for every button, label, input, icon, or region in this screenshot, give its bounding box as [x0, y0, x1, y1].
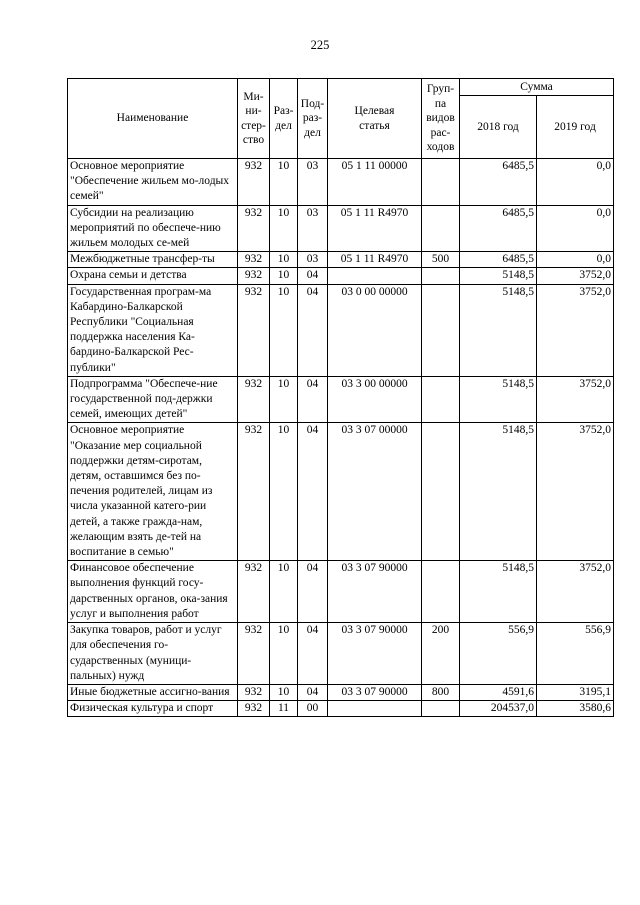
row-article: 03 3 07 90000: [328, 623, 422, 685]
row-ministry: 932: [238, 376, 270, 423]
row-ministry: 932: [238, 623, 270, 685]
header-ministry: Ми- ни- стер- ство: [238, 79, 270, 159]
row-sum-2019: 3752,0: [537, 376, 614, 423]
row-sum-2019: 0,0: [537, 159, 614, 206]
row-subsection: 03: [298, 252, 328, 268]
row-ministry: 932: [238, 684, 270, 700]
row-subsection: 04: [298, 268, 328, 284]
row-sum-2019: 3752,0: [537, 561, 614, 623]
row-sum-2018: 6485,5: [460, 159, 537, 206]
row-group: [422, 159, 460, 206]
row-article: [328, 268, 422, 284]
row-sum-2019: 3752,0: [537, 423, 614, 561]
row-section: 10: [270, 684, 298, 700]
row-group: [422, 268, 460, 284]
row-article: 03 3 07 90000: [328, 684, 422, 700]
row-group: [422, 376, 460, 423]
row-group: [422, 701, 460, 717]
row-group: [422, 205, 460, 252]
row-sum-2018: 5148,5: [460, 268, 537, 284]
row-group: 200: [422, 623, 460, 685]
row-article: 05 1 11 R4970: [328, 205, 422, 252]
row-sum-2018: 5148,5: [460, 284, 537, 376]
row-ministry: 932: [238, 205, 270, 252]
table-row: [68, 423, 614, 561]
header-year-2018: 2018 год: [460, 96, 537, 159]
row-subsection: 04: [298, 376, 328, 423]
row-ministry: 932: [238, 252, 270, 268]
row-name: Иные бюджетные ассигно-вания: [68, 684, 238, 700]
row-group: [422, 561, 460, 623]
row-sum-2019: 3195,1: [537, 684, 614, 700]
row-article: 03 3 07 00000: [328, 423, 422, 561]
row-ministry: 932: [238, 268, 270, 284]
row-section: 10: [270, 423, 298, 561]
row-name: Межбюджетные трансфер-ты: [68, 252, 238, 268]
row-sum-2019: 0,0: [537, 205, 614, 252]
row-sum-2018: 5148,5: [460, 376, 537, 423]
row-group: 800: [422, 684, 460, 700]
row-sum-2018: 5148,5: [460, 423, 537, 561]
row-subsection: 04: [298, 684, 328, 700]
row-subsection: 03: [298, 159, 328, 206]
row-ministry: 932: [238, 159, 270, 206]
table-row: [68, 561, 614, 623]
row-sum-2018: 5148,5: [460, 561, 537, 623]
table-row: [68, 684, 614, 700]
row-section: 10: [270, 159, 298, 206]
table-row: [68, 284, 614, 376]
header-sum: Сумма: [460, 79, 614, 96]
row-group: [422, 423, 460, 561]
row-name: Подпрограмма "Обеспече-ние государственной под-держки семей, имеющих детей": [68, 376, 238, 423]
row-name: Основное мероприятие "Обеспечение жильем мо-лодых семей": [68, 159, 238, 206]
row-sum-2018: 6485,5: [460, 205, 537, 252]
row-article: 03 0 00 00000: [328, 284, 422, 376]
row-sum-2018: 6485,5: [460, 252, 537, 268]
row-subsection: 04: [298, 561, 328, 623]
row-group: 500: [422, 252, 460, 268]
row-name: Основное мероприятие "Оказание мер социальной поддержки детям-сиротам, детям, оставшимся без по-печения родителей, лицам из числа указанной катего-рии детей, а также гражда-нам, желающим взять де-тей на воспитание в семью": [68, 423, 238, 561]
row-name: Государственная програм-ма Кабардино-Балкарской Республики "Социальная поддержка населения Ка-бардино-Балкарской Рес-публики": [68, 284, 238, 376]
page-number: 225: [310, 38, 330, 52]
row-section: 10: [270, 252, 298, 268]
budget-table: [67, 78, 614, 717]
row-sum-2019: 3752,0: [537, 268, 614, 284]
table-row: [68, 205, 614, 252]
row-sum-2018: 556,9: [460, 623, 537, 685]
row-article: 05 1 11 00000: [328, 159, 422, 206]
row-subsection: 04: [298, 623, 328, 685]
row-subsection: 04: [298, 423, 328, 561]
row-section: 10: [270, 623, 298, 685]
header-subsection: Под- раз- дел: [298, 79, 328, 159]
row-name: Охрана семьи и детства: [68, 268, 238, 284]
row-sum-2019: 556,9: [537, 623, 614, 685]
table-row: [68, 159, 614, 206]
table-row: [68, 252, 614, 268]
header-target-article: Целевая статья: [328, 79, 422, 159]
row-ministry: 932: [238, 423, 270, 561]
row-article: 03 3 00 00000: [328, 376, 422, 423]
row-subsection: 03: [298, 205, 328, 252]
row-section: 10: [270, 268, 298, 284]
table-row: [68, 623, 614, 685]
row-name: Финансовое обеспечение выполнения функций госу-дарственных органов, ока-зания услуг и выполнения работ: [68, 561, 238, 623]
row-section: 10: [270, 284, 298, 376]
row-subsection: 04: [298, 284, 328, 376]
row-name: Закупка товаров, работ и услуг для обеспечения го-сударственных (муници-пальных) нужд: [68, 623, 238, 685]
header-section: Раз- дел: [270, 79, 298, 159]
table-row: [68, 376, 614, 423]
row-group: [422, 284, 460, 376]
row-section: 10: [270, 561, 298, 623]
row-sum-2018: 4591,6: [460, 684, 537, 700]
row-subsection: 00: [298, 701, 328, 717]
row-name: Физическая культура и спорт: [68, 701, 238, 717]
row-section: 10: [270, 376, 298, 423]
row-section: 10: [270, 205, 298, 252]
header-year-2019: 2019 год: [537, 96, 614, 159]
row-article: 03 3 07 90000: [328, 561, 422, 623]
header-name: Наименование: [68, 79, 238, 159]
row-sum-2019: 0,0: [537, 252, 614, 268]
row-sum-2018: 204537,0: [460, 701, 537, 717]
row-ministry: 932: [238, 284, 270, 376]
row-name: Субсидии на реализацию мероприятий по обеспече-нию жильем молодых се-мей: [68, 205, 238, 252]
row-article: 05 1 11 R4970: [328, 252, 422, 268]
row-ministry: 932: [238, 701, 270, 717]
row-ministry: 932: [238, 561, 270, 623]
table-row: [68, 701, 614, 717]
table-row: [68, 268, 614, 284]
row-sum-2019: 3580,6: [537, 701, 614, 717]
row-sum-2019: 3752,0: [537, 284, 614, 376]
header-expense-group: Груп- па видов рас- ходов: [422, 79, 460, 159]
row-section: 11: [270, 701, 298, 717]
row-article: [328, 701, 422, 717]
